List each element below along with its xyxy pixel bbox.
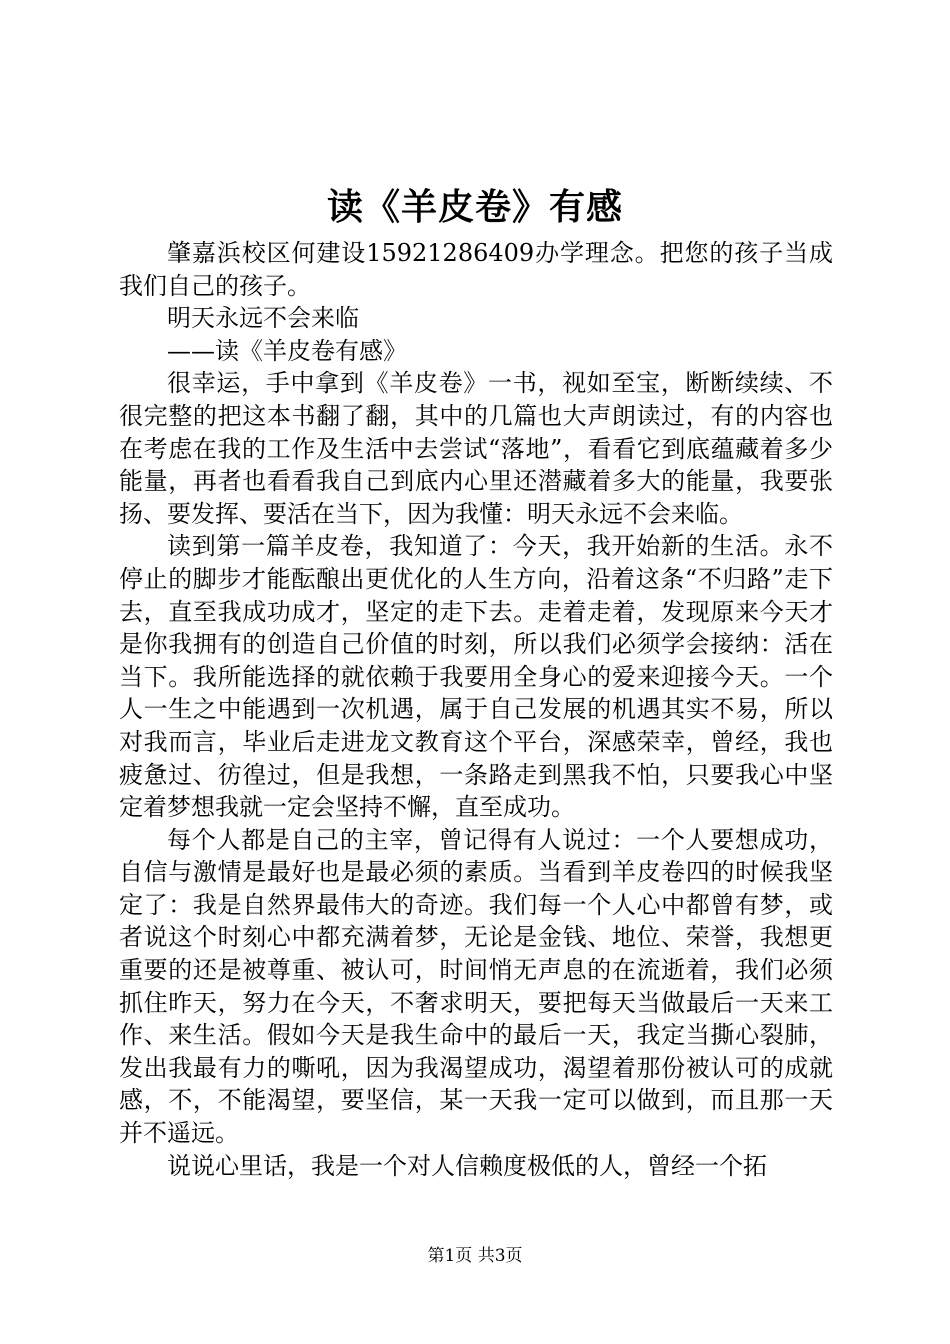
paragraph: 每个人都是自己的主宰，曾记得有人说过：一个人要想成功，自信与激情是最好也是最必须的素质。当看到羊皮卷四的时候我坚定了：我是自然界最伟大的奇迹。我们每一个人心中都曾有梦，或者说这个时刻心中都充满着梦，无论是金钱、地位、荣誉，我想更重要的还是被尊重、被认可，时间悄无声息的在流逝着，我们必须抓住昨天，努力在今天，不奢求明天，要把每天当做最后一天来工作、来生活。假如今天是我生命中的最后一天，我定当撕心裂肺，发出我最有力的嘶吼，因为我渴望成功，渴望着那份被认可的成就感，不，不能渴望，要坚信，某一天我一定可以做到，而且那一天并不遥远。 bbox=[119, 825, 833, 1148]
document-body bbox=[119, 237, 833, 1182]
paragraph: 说说心里话，我是一个对人信赖度极低的人，曾经一个拓 bbox=[167, 1151, 767, 1180]
paragraph-intro: 肇嘉浜校区何建设15921286409办学理念。把您的孩子当成我们自己的孩子。 bbox=[119, 239, 833, 300]
page-footer: 第1页 共3页 bbox=[427, 1246, 523, 1266]
document-title: 读《羊皮卷》有感 bbox=[326, 186, 623, 228]
paragraph: 很幸运，手中拿到《羊皮卷》一书，视如至宝，断断续续、不很完整的把这本书翻了翻，其中的几篇也大声朗读过，有的内容也在考虑在我的工作及生活中去尝试“落地”，看看它到底蕴藏着多少能量，再者也看看我自己到底内心里还潜藏着多大的能量，我要张扬、要发挥、要活在当下，因为我懂：明天永远不会来临。 bbox=[119, 369, 833, 528]
paragraph-byline: ——读《羊皮卷有感》 bbox=[167, 336, 407, 365]
paragraph-subtitle: 明天永远不会来临 bbox=[167, 304, 359, 333]
paragraph: 读到第一篇羊皮卷，我知道了：今天，我开始新的生活。永不停止的脚步才能酝酿出更优化的人生方向，沿着这条“不归路”走下去，直至我成功成才，坚定的走下去。走着走着，发现原来今天才是你我拥有的创造自己价值的时刻，所以我们必须学会接纳：活在当下。我所能选择的就依赖于我要用全身心的爱来迎接今天。一个人一生之中能遇到一次机遇，属于自己发展的机遇其实不易，所以对我而言，毕业后走进龙文教育这个平台，深感荣幸，曾经，我也疲惫过、彷徨过，但是我想，一条路走到黑我不怕，只要我心中坚定着梦想我就一定会坚持不懈，直至成功。 bbox=[119, 532, 833, 822]
